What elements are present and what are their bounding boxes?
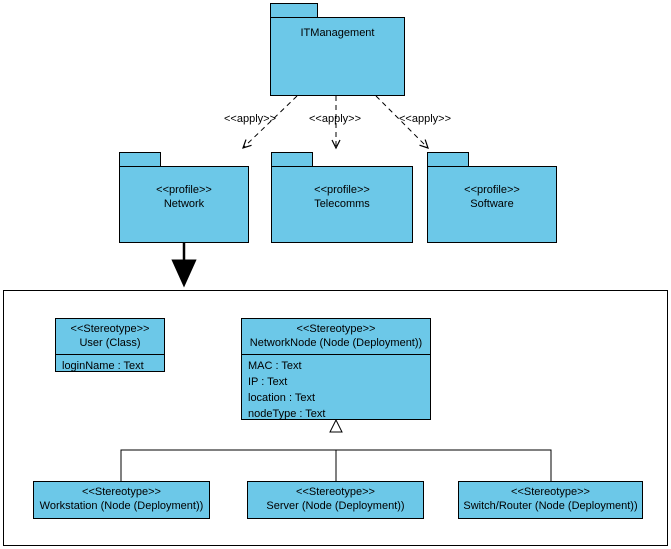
stereotype-keyword: <<Stereotype>> xyxy=(511,486,590,498)
stereotype-name: Server (Node (Deployment)) xyxy=(266,500,405,512)
stereotype-networknode[interactable] xyxy=(241,318,431,420)
apply-label-telecomms: <<apply>> xyxy=(309,113,361,125)
stereotype-switchrouter-header xyxy=(459,482,642,517)
package-body xyxy=(271,166,413,243)
attribute: loginName : Text xyxy=(62,360,144,372)
package-body xyxy=(270,17,405,96)
stereotype-user[interactable] xyxy=(55,318,165,372)
stereotype-user-attributes xyxy=(56,354,164,377)
stereotype-user-header xyxy=(56,319,164,354)
apply-label-network: <<apply>> xyxy=(224,113,276,125)
stereotype-keyword: <<Stereotype>> xyxy=(296,323,376,335)
package-tab xyxy=(271,152,313,166)
package-tab xyxy=(270,3,318,17)
package-profile-telecomms[interactable] xyxy=(271,152,413,243)
stereotype-workstation-header xyxy=(34,482,209,517)
profile-stereotype: <<profile>> xyxy=(464,184,520,196)
stereotype-name: Switch/Router (Node (Deployment)) xyxy=(463,500,638,512)
stereotype-networknode-header xyxy=(242,319,430,354)
stereotype-networknode-attributes xyxy=(242,354,430,425)
package-profile-network[interactable] xyxy=(119,152,249,243)
attribute: MAC : Text xyxy=(248,360,302,372)
apply-label-software: <<apply>> xyxy=(399,113,451,125)
attribute: location : Text xyxy=(248,392,316,404)
profile-name: Software xyxy=(470,198,514,210)
stereotype-keyword: <<Stereotype>> xyxy=(82,486,161,498)
package-itmanagement[interactable] xyxy=(270,3,405,96)
package-tab xyxy=(119,152,161,166)
stereotype-name: User (Class) xyxy=(79,337,141,349)
stereotype-switch-router[interactable] xyxy=(458,481,643,519)
attribute: nodeType : Text xyxy=(248,408,326,420)
profile-stereotype: <<profile>> xyxy=(314,184,370,196)
profile-name: Network xyxy=(163,198,205,210)
package-profile-software[interactable] xyxy=(427,152,557,243)
stereotype-keyword: <<Stereotype>> xyxy=(296,486,375,498)
stereotype-keyword: <<Stereotype>> xyxy=(70,323,150,335)
stereotype-server-header xyxy=(248,482,423,517)
stereotype-server[interactable] xyxy=(247,481,424,519)
stereotype-workstation[interactable] xyxy=(33,481,210,519)
attribute: IP : Text xyxy=(248,376,288,388)
package-body xyxy=(119,166,249,243)
stereotype-name: Workstation (Node (Deployment)) xyxy=(39,500,204,512)
profile-stereotype: <<profile>> xyxy=(156,184,212,196)
stereotype-name: NetworkNode (Node (Deployment)) xyxy=(249,337,423,349)
package-tab xyxy=(427,152,469,166)
package-body xyxy=(427,166,557,243)
package-name: ITManagement xyxy=(300,27,375,39)
profile-name: Telecomms xyxy=(314,198,370,210)
